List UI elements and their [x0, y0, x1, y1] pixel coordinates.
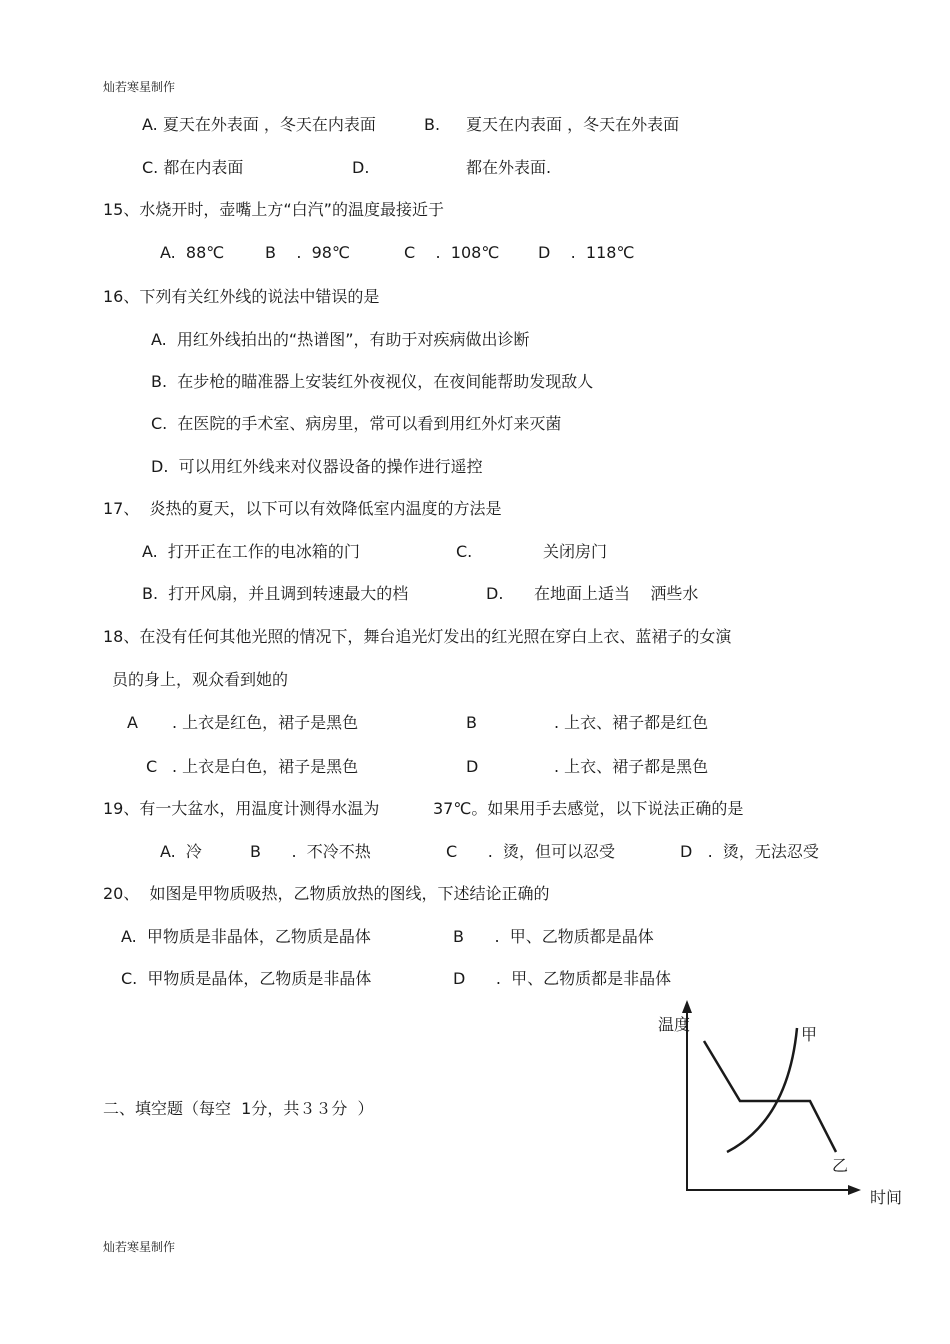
q14-option-b: 夏天在内表面 ，冬天在外表面 [466, 115, 680, 134]
q19-option-d: D . 烫，无法忍受 [680, 842, 819, 861]
page-header: 灿若寒星制作 [103, 80, 176, 94]
q19-option-a: A. 冷 [160, 842, 202, 861]
q14-option-c: C. 都在内表面 [142, 158, 244, 177]
q18-option-a: . 上衣是红色，裙子是黑色 [172, 713, 359, 732]
q19-stem-part2: 37℃。如果用手去感觉，以下说法正确的是 [433, 799, 744, 818]
x-axis-arrow-icon [848, 1185, 861, 1195]
figure-curve-jia-label: 甲 [801, 1025, 818, 1044]
curve-yi [704, 1041, 836, 1152]
q18-option-c: . 上衣是白色，裙子是黑色 [172, 757, 359, 776]
q20-option-c: C. 甲物质是晶体，乙物质是非晶体 [121, 969, 372, 988]
q18-option-b-letter: B [466, 713, 477, 732]
q17-stem: 17、 炎热的夏天，以下可以有效降低室内温度的方法是 [103, 499, 502, 518]
q14-option-a: A. 夏天在外表面 ，冬天在内表面 [142, 115, 376, 134]
q18-option-b: . 上衣、裙子都是红色 [554, 713, 709, 732]
figure-x-axis-label: 时间 [870, 1188, 903, 1207]
page-footer: 灿若寒星制作 [103, 1240, 176, 1254]
y-axis-arrow-icon [682, 1000, 692, 1013]
q15-option-c: C . 108℃ [404, 243, 500, 262]
q17-option-d-letter: D. [486, 584, 504, 603]
q20-stem: 20、 如图是甲物质吸热，乙物质放热的图线，下述结论正确的 [103, 884, 550, 903]
q16-option-c: C. 在医院的手术室、病房里，常可以看到用红外灯来灭菌 [151, 414, 562, 433]
q16-option-d: D. 可以用红外线来对仪器设备的操作进行遥控 [151, 457, 483, 476]
q19-option-b: B . 不冷不热 [250, 842, 371, 861]
q17-option-c-letter: C. [456, 542, 473, 561]
curve-jia [727, 1028, 797, 1152]
q20-option-a: A. 甲物质是非晶体，乙物质是晶体 [121, 927, 371, 946]
q14-option-b-letter: B. [424, 115, 441, 134]
q14-option-d: 都在外表面. [466, 158, 552, 177]
q18-stem-line2: 员的身上，观众看到她的 [112, 670, 289, 689]
q15-stem: 15、水烧开时，壶嘴上方“白汽”的温度最接近于 [103, 200, 444, 219]
q14-option-d-letter: D. [352, 158, 370, 177]
q19-option-c: C . 烫，但可以忍受 [446, 842, 615, 861]
figure-y-axis-label: 温度 [658, 1015, 691, 1034]
figure-curve-yi-label: 乙 [832, 1156, 849, 1175]
q15-option-d: D . 118℃ [538, 243, 635, 262]
q17-option-b: B. 打开风扇，并且调到转速最大的档 [142, 584, 409, 603]
q16-stem: 16、下列有关红外线的说法中错误的是 [103, 287, 380, 306]
q17-option-a: A. 打开正在工作的电冰箱的门 [142, 542, 360, 561]
q18-option-c-letter: C [146, 757, 158, 776]
q15-option-a: A. 88℃ [160, 243, 225, 262]
q16-option-a: A. 用红外线拍出的“热谱图”，有助于对疾病做出诊断 [151, 330, 530, 349]
section-2-title: 二、填空题（每空 1分，共３３分 ） [103, 1099, 374, 1118]
q15-option-b: B . 98℃ [265, 243, 350, 262]
q20-option-d: D . 甲、乙物质都是非晶体 [453, 969, 672, 988]
q18-stem-line1: 18、在没有任何其他光照的情况下，舞台追光灯发出的红光照在穿白上衣、蓝裙子的女演 [103, 627, 732, 646]
q17-option-c: 关闭房门 [543, 542, 608, 561]
q18-option-d-letter: D [466, 757, 479, 776]
q18-option-a-letter: A [127, 713, 138, 732]
q16-option-b: B. 在步枪的瞄准器上安装红外夜视仪，在夜间能帮助发现敌人 [151, 372, 594, 391]
q20-option-b: B . 甲、乙物质都是晶体 [453, 927, 654, 946]
q19-stem-part1: 19、有一大盆水，用温度计测得水温为 [103, 799, 380, 818]
q18-option-d: . 上衣、裙子都是黑色 [554, 757, 709, 776]
q17-option-d: 在地面上适当 洒些水 [534, 584, 699, 603]
